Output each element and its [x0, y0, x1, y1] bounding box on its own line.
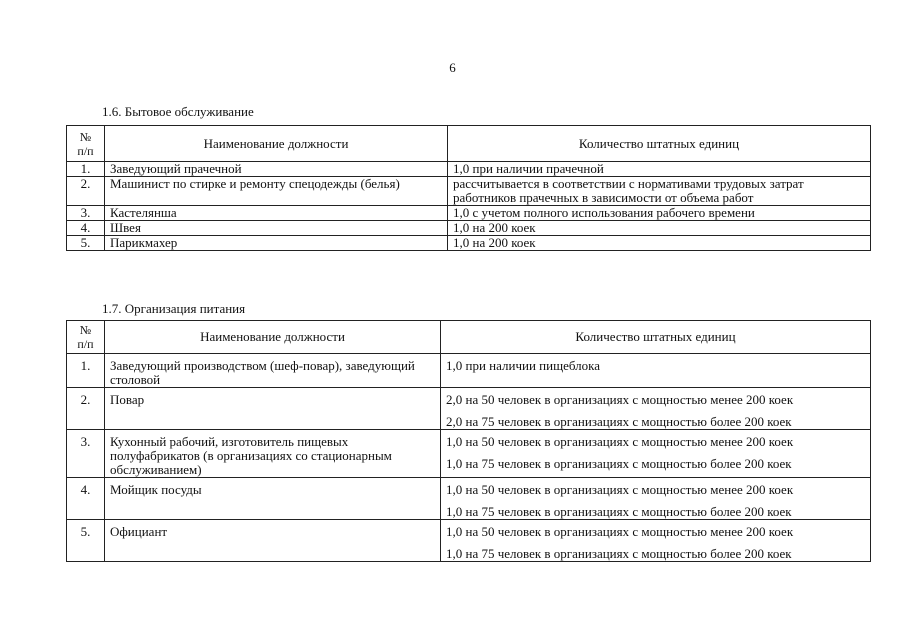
quantity-line: 1,0 на 50 человек в организациях с мощностью менее 200 коек	[446, 482, 794, 497]
row-number: 1.	[67, 354, 105, 388]
quantity-line: 2,0 на 50 человек в организациях с мощностью менее 200 коек	[446, 392, 794, 407]
row-number: 5.	[67, 520, 105, 562]
row-number: 5.	[67, 236, 105, 251]
table-row	[67, 177, 871, 206]
table-row	[67, 430, 871, 478]
page-number: 6	[449, 60, 456, 75]
table-body	[67, 354, 871, 562]
position-name: Кастелянша	[105, 206, 448, 221]
position-name: Швея	[105, 221, 448, 236]
staff-quantity	[448, 177, 871, 206]
column-header-position: Наименование должности	[105, 321, 441, 354]
table-row	[67, 388, 871, 430]
catering-table	[66, 320, 871, 562]
section-heading-household: 1.6. Бытовое обслуживание	[102, 104, 254, 119]
position-name: Мойщик посуды	[105, 478, 441, 520]
row-number: 4.	[67, 221, 105, 236]
row-number: 1.	[67, 162, 105, 177]
quantity-line: 1,0 на 200 коек	[453, 220, 536, 235]
quantity-line: 1,0 на 75 человек в организациях с мощностью более 200 коек	[446, 546, 792, 561]
row-number: 4.	[67, 478, 105, 520]
column-header-quantity: Количество штатных единиц	[448, 126, 871, 162]
staff-quantity	[448, 221, 871, 236]
household-services-table	[66, 125, 871, 251]
quantity-line: 1,0 на 75 человек в организациях с мощностью более 200 коек	[446, 504, 792, 519]
position-name: Заведующий прачечной	[105, 162, 448, 177]
row-number: 3.	[67, 430, 105, 478]
position-name: Машинист по стирке и ремонту спецодежды (белья)	[105, 177, 448, 206]
position-name: Заведующий производством (шеф-повар), заведующий столовой	[105, 354, 441, 388]
table-row	[67, 478, 871, 520]
quantity-line: 1,0 на 50 человек в организациях с мощностью менее 200 коек	[446, 524, 794, 539]
position-name: Кухонный рабочий, изготовитель пищевых полуфабрикатов (в организациях со стационарным обслуживанием)	[105, 430, 441, 478]
table-row	[67, 221, 871, 236]
row-number: 2.	[67, 177, 105, 206]
column-header-quantity: Количество штатных единиц	[441, 321, 871, 354]
column-header-number: № п/п	[67, 321, 105, 354]
table-body	[67, 162, 871, 251]
staff-quantity	[441, 430, 871, 478]
quantity-line: 1,0 на 200 коек	[453, 235, 536, 250]
table-row	[67, 236, 871, 251]
quantity-line: 1,0 на 75 человек в организациях с мощностью более 200 коек	[446, 456, 792, 471]
staff-quantity	[448, 162, 871, 177]
table-row	[67, 354, 871, 388]
quantity-line: 1,0 при наличии пищеблока	[446, 358, 601, 373]
quantity-line: 2,0 на 75 человек в организациях с мощностью более 200 коек	[446, 414, 792, 429]
quantity-line: рассчитывается в соответствии с нормативами трудовых затрат работников прачечных в зависимости от объема работ	[453, 176, 804, 205]
row-number: 2.	[67, 388, 105, 430]
position-name: Повар	[105, 388, 441, 430]
section-heading-catering: 1.7. Организация питания	[102, 301, 246, 316]
row-number: 3.	[67, 206, 105, 221]
staff-quantity	[441, 388, 871, 430]
quantity-line: 1,0 на 50 человек в организациях с мощностью менее 200 коек	[446, 434, 794, 449]
quantity-line: 1,0 при наличии прачечной	[453, 161, 604, 176]
position-name: Парикмахер	[105, 236, 448, 251]
staff-quantity	[448, 236, 871, 251]
column-header-number: № п/п	[67, 126, 105, 162]
position-name: Официант	[105, 520, 441, 562]
table-row	[67, 162, 871, 177]
column-header-position: Наименование должности	[105, 126, 448, 162]
staff-quantity	[441, 520, 871, 562]
staff-quantity	[448, 206, 871, 221]
quantity-line: 1,0 с учетом полного использования рабочего времени	[453, 205, 755, 220]
table-row	[67, 520, 871, 562]
staff-quantity	[441, 354, 871, 388]
table-row	[67, 206, 871, 221]
staff-quantity	[441, 478, 871, 520]
